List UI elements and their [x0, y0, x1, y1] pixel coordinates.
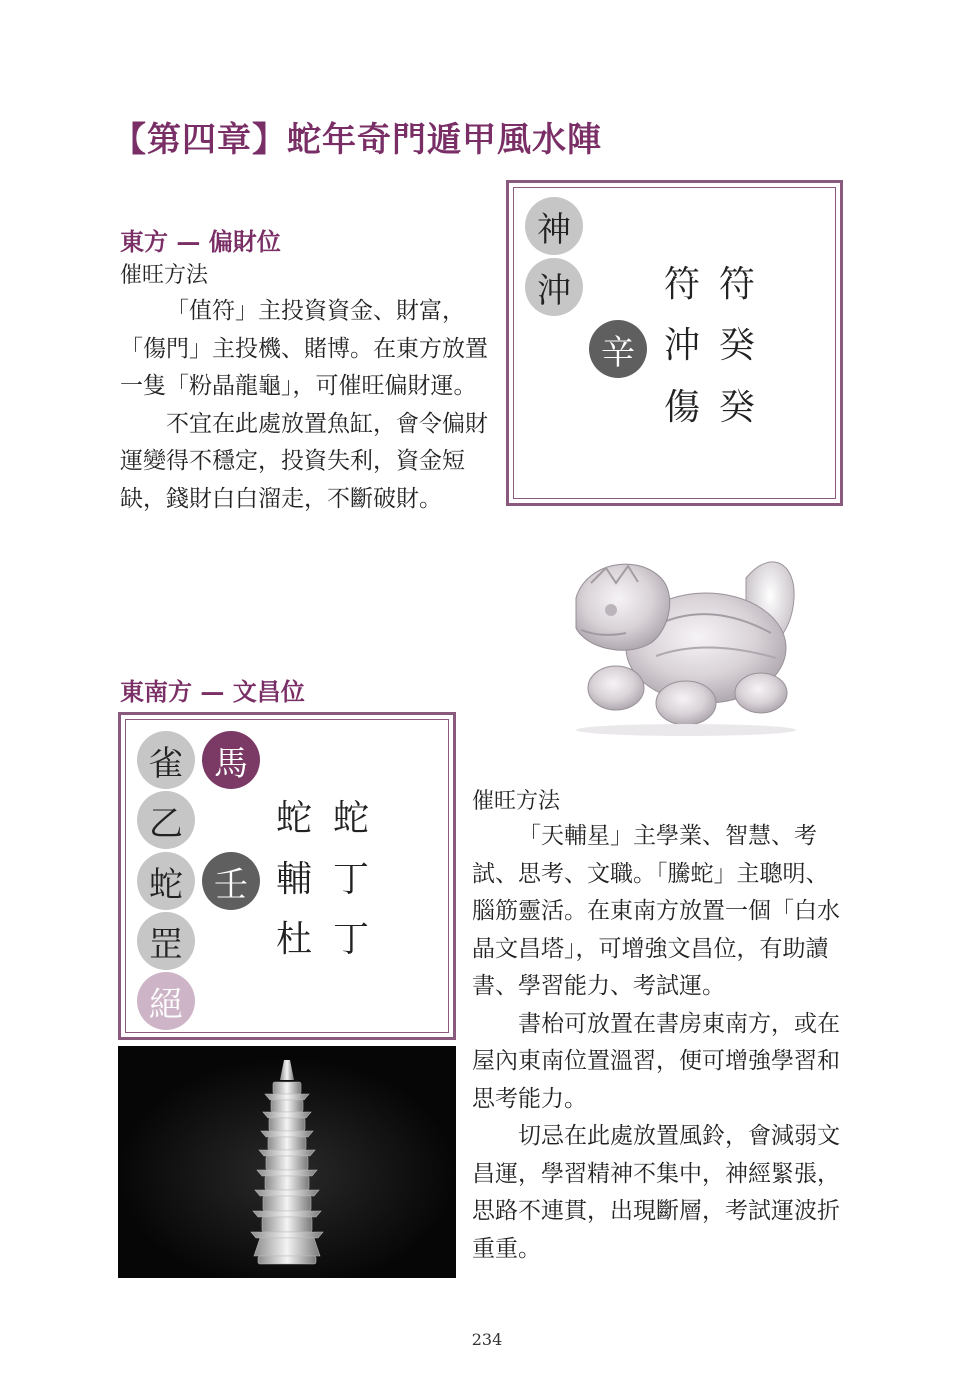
- diagram-char: 杜: [276, 919, 313, 960]
- diagram-char: 丁: [333, 859, 370, 900]
- diagram-char: 癸: [719, 387, 756, 428]
- diagram-circle: 沖: [525, 258, 583, 316]
- diagram-circle: 乙: [137, 791, 195, 849]
- diagram-char: 沖: [664, 325, 701, 366]
- page-number: 234: [471, 1330, 503, 1349]
- diagram-circle: 雀: [137, 731, 195, 789]
- diagram-circle: 壬: [202, 852, 260, 910]
- diagram-char: 丁: [333, 919, 370, 960]
- southeast-paragraph-3: 切忌在此處放置風鈴，會減弱文昌運，學習精神不集中，神經緊張，思路不連貫，出現斷層，考試運波折重重。: [472, 1123, 840, 1262]
- pagoda-image: [118, 1046, 456, 1278]
- diagram-char: 蛇: [276, 798, 313, 839]
- east-paragraph-2: 不宜在此處放置魚缸，會令偏財運變得不穩定，投資失利，資金短缺，錢財白白溜走，不斷破財。: [120, 410, 488, 512]
- diagram-char: 符: [719, 264, 756, 305]
- east-diagram: [506, 180, 843, 506]
- southeast-method-label: 催旺方法: [472, 789, 561, 814]
- southeast-paragraph-1: 「天輔星」主學業、智慧、考試、思考、文職。「騰蛇」主聰明、腦筋靈活。在東南方放置一個「白水晶文昌塔」，可增強文昌位，有助讀書、學習能力、考試運。: [472, 823, 840, 999]
- diagram-char: 輔: [276, 859, 313, 900]
- diagram-circle: 馬: [202, 731, 260, 789]
- east-body: [120, 293, 490, 518]
- diagram-char: 癸: [719, 325, 756, 366]
- southeast-body: [472, 818, 844, 1268]
- southeast-heading: 東南方 — 文昌位: [120, 677, 305, 706]
- east-paragraph-1: 「值符」主投資資金、財富，「傷門」主投機、賭博。在東方放置一隻「粉晶龍龜」，可催旺偏財運。: [120, 298, 488, 399]
- diagram-circle: 絕: [137, 972, 195, 1030]
- diagram-circle: 蛇: [137, 852, 195, 910]
- diagram-circle: 辛: [589, 320, 647, 378]
- diagram-char: 傷: [664, 387, 701, 428]
- diagram-circle: 罡: [137, 912, 195, 970]
- diagram-circle: 神: [525, 197, 583, 255]
- chapter-title: 【第四章】蛇年奇門遁甲風水陣: [112, 120, 602, 160]
- east-method-label: 催旺方法: [120, 263, 209, 288]
- southeast-paragraph-2: 書枱可放置在書房東南方，或在屋內東南位置溫習，便可增強學習和思考能力。: [472, 1010, 840, 1112]
- diagram-char: 蛇: [333, 798, 370, 839]
- dragon-turtle-image: [556, 538, 806, 738]
- diagram-char: 符: [664, 264, 701, 305]
- southeast-diagram: [118, 712, 456, 1040]
- east-heading: 東方 — 偏財位: [120, 227, 281, 256]
